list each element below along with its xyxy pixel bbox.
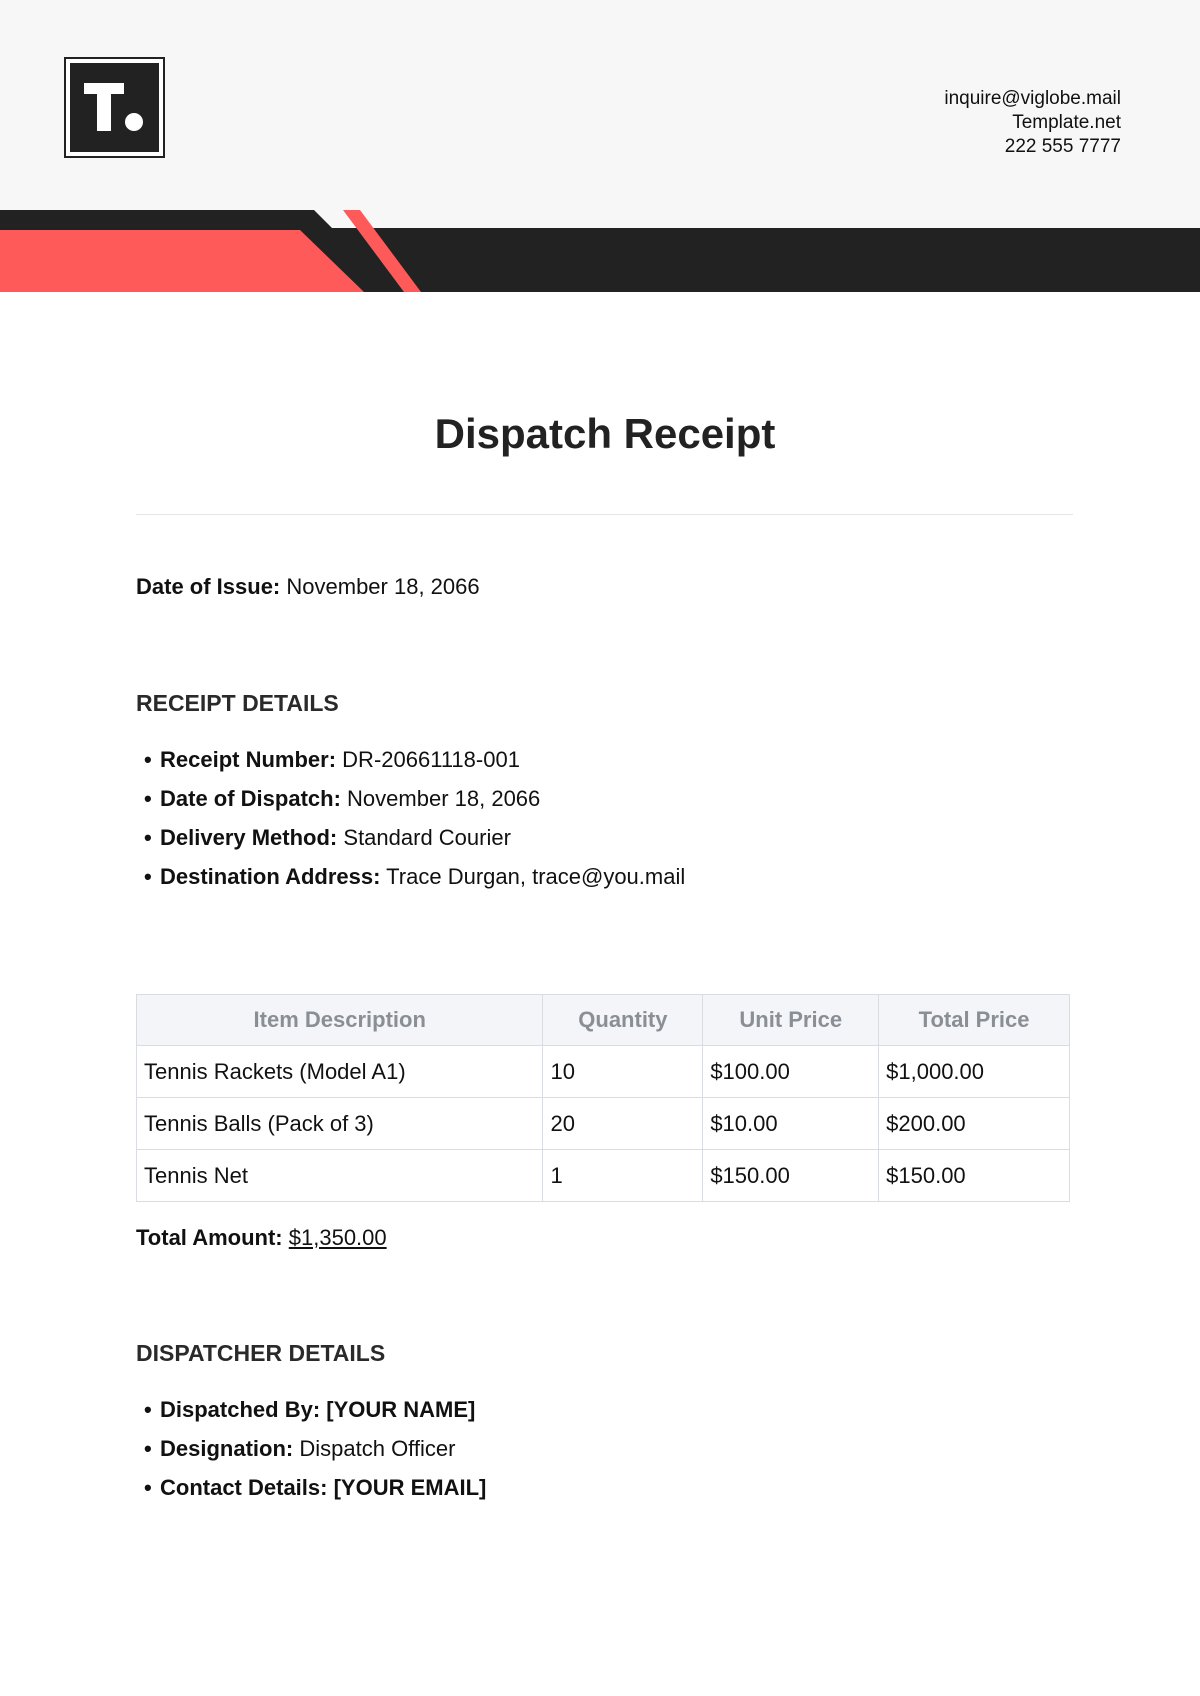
list-item xyxy=(144,857,685,896)
destination-address-value: Trace Durgan, trace@you.mail xyxy=(386,864,686,889)
total-amount xyxy=(136,1225,387,1251)
total-amount-label: Total Amount: xyxy=(136,1225,283,1250)
table-cell: $150.00 xyxy=(879,1150,1070,1202)
table-cell: 1 xyxy=(543,1150,703,1202)
receipt-number-label: Receipt Number: xyxy=(160,747,337,772)
bullet-icon: • xyxy=(144,1397,152,1422)
designation-label: Designation: xyxy=(160,1436,294,1461)
table-row xyxy=(137,1098,1070,1150)
bullet-icon: • xyxy=(144,1436,152,1461)
table-cell: Tennis Balls (Pack of 3) xyxy=(137,1098,543,1150)
dispatcher-details-list xyxy=(144,1390,486,1507)
table-cell: $150.00 xyxy=(703,1150,879,1202)
table-cell: 10 xyxy=(543,1046,703,1098)
designation-value: Dispatch Officer xyxy=(299,1436,456,1461)
contact-phone: 222 555 7777 xyxy=(1004,136,1121,157)
contact-block xyxy=(944,87,1121,159)
table-cell: Tennis Rackets (Model A1) xyxy=(137,1046,543,1098)
dispatcher-details-heading: DISPATCHER DETAILS xyxy=(136,1340,386,1366)
bullet-icon: • xyxy=(144,786,152,811)
contact-details-label: Contact Details: xyxy=(160,1475,328,1500)
total-amount-value: $1,350.00 xyxy=(288,1225,387,1250)
destination-address-label: Destination Address: xyxy=(160,864,381,889)
logo xyxy=(64,57,165,158)
bullet-icon: • xyxy=(144,825,152,850)
table-cell: $1,000.00 xyxy=(879,1046,1070,1098)
column-header-quantity: Quantity xyxy=(543,995,703,1046)
date-of-dispatch-value: November 18, 2066 xyxy=(347,786,541,811)
column-header-total-price: Total Price xyxy=(879,995,1070,1046)
items-table xyxy=(136,994,1070,1202)
list-item xyxy=(144,1390,486,1429)
receipt-details-heading: RECEIPT DETAILS xyxy=(136,690,339,716)
table-cell: Tennis Net xyxy=(137,1150,543,1202)
document-title: Dispatch Receipt xyxy=(434,410,776,457)
table-cell: $100.00 xyxy=(703,1046,879,1098)
table-cell: 20 xyxy=(543,1098,703,1150)
column-header-unit-price: Unit Price xyxy=(703,995,879,1046)
bullet-icon: • xyxy=(144,1475,152,1500)
bullet-icon: • xyxy=(144,864,152,889)
list-item xyxy=(144,818,685,857)
table-header-row xyxy=(137,995,1070,1046)
title-divider xyxy=(136,514,1073,515)
list-item xyxy=(144,779,685,818)
date-of-issue-label: Date of Issue: xyxy=(136,574,281,599)
list-item xyxy=(144,740,685,779)
date-of-issue xyxy=(136,574,480,600)
delivery-method-label: Delivery Method: xyxy=(160,825,338,850)
dispatched-by-label: Dispatched By: xyxy=(160,1397,321,1422)
date-of-issue-value: November 18, 2066 xyxy=(286,574,480,599)
table-row xyxy=(137,1046,1070,1098)
dispatched-by-value: [YOUR NAME] xyxy=(326,1397,476,1422)
template-logo-icon xyxy=(70,63,159,152)
table-cell: $200.00 xyxy=(879,1098,1070,1150)
contact-details-value: [YOUR EMAIL] xyxy=(333,1475,487,1500)
header-red-band xyxy=(0,230,364,292)
receipt-details-list xyxy=(144,740,685,896)
list-item xyxy=(144,1468,486,1507)
receipt-number-value: DR-20661118-001 xyxy=(342,747,520,772)
bullet-icon: • xyxy=(144,747,152,772)
table-row xyxy=(137,1150,1070,1202)
contact-website: Template.net xyxy=(1012,112,1121,133)
contact-email: inquire@viglobe.mail xyxy=(944,88,1121,109)
header xyxy=(0,0,1200,292)
delivery-method-value: Standard Courier xyxy=(343,825,511,850)
list-item xyxy=(144,1429,486,1468)
date-of-dispatch-label: Date of Dispatch: xyxy=(160,786,341,811)
column-header-item-description: Item Description xyxy=(137,995,543,1046)
table-cell: $10.00 xyxy=(703,1098,879,1150)
